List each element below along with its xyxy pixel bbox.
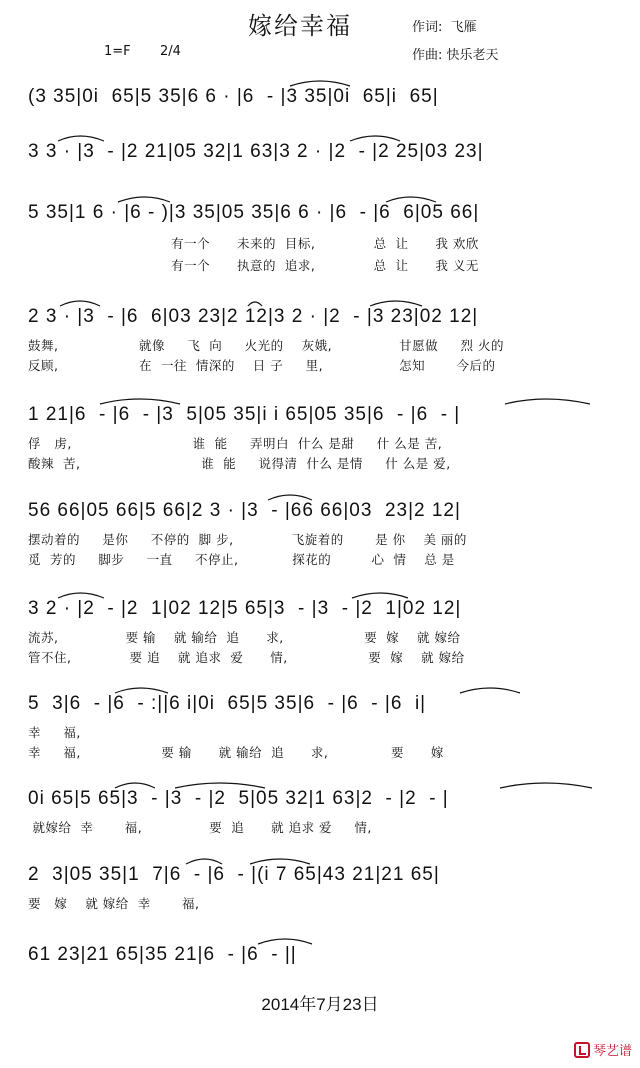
lyric-line-1: 摆动着的 是你 不停的 脚 步, 飞旋着的 是 你 美 丽的 [28,532,467,547]
lyric-line-1: 流苏, 要 输 就 输给 追 求, 要 嫁 就 嫁给 [28,630,461,645]
logo-icon [574,1042,590,1058]
notation-line: 5 3|6 - |6 - :||6 i|0i 65|5 35|6 - |6 - |6 i| [28,693,427,714]
notation-line: 3 3 · |3 - |2 21|05 32|1 63|3 2 · |2 - |2 25|03 23| [28,141,484,162]
lyric-line-1: 就嫁给 幸 福, 要 追 就 追求 爱 情, [28,820,372,835]
notation-line: 5 35|1 6 · |6 - )|3 35|05 35|6 6 · |6 - |6 6|05 66| [28,202,480,223]
lyric-line-1: 幸 福, [28,725,81,740]
lyric-line-1: 要 嫁 就 嫁给 幸 福, [28,896,200,911]
notation-line: 61 23|21 65|35 21|6 - |6 - || [28,944,297,965]
lyric-line-2: 反顾, 在 一往 情深的 日 子 里, 怎知 今后的 [28,358,496,373]
logo-text: 琴艺谱 [592,1044,632,1059]
notation-line: 1 21|6 - |6 - |3 5|05 35|i i 65|05 35|6 - |6 - | [28,404,461,425]
key-signature: 1=F [104,44,131,59]
composition-date: 2014年7月23日 [261,995,379,1014]
lyric-line-2: 酸辣 苦, 谁 能 说得清 什么 是情 什 么是 爱, [28,456,451,471]
site-logo [574,1040,632,1059]
time-signature: 2/4 [160,44,181,59]
composer: 作曲: 快乐老天 [412,48,499,63]
notation-line: 0i 65|5 65|3 - |3 - |2 5|05 32|1 63|2 - |2 - | [28,788,449,809]
lyric-line-1: 俘 虏, 谁 能 弄明白 什么 是甜 什 么是 苦, [28,436,443,451]
notation-line: 2 3|05 35|1 7|6 - |6 - |(i 7 65|43 21|21 65| [28,864,440,885]
lyric-line-2: 有一个 执意的 追求, 总 让 我 义无 [28,258,479,273]
notation-line: (3 35|0i 65|5 35|6 6 · |6 - |3 35|0i 65|i 65| [28,86,439,107]
lyric-line-2: 幸 福, 要 输 就 输给 追 求, 要 嫁 [28,745,444,760]
lyricist: 作词: 飞雁 [412,20,477,35]
song-title: 嫁给幸福 [248,12,352,40]
lyric-line-1: 鼓舞, 就像 飞 向 火光的 灰娥, 甘愿做 烈 火的 [28,338,504,353]
notation-line: 56 66|05 66|5 66|2 3 · |3 - |66 66|03 23|2 12| [28,500,461,521]
lyric-line-1: 有一个 未来的 目标, 总 让 我 欢欣 [28,236,479,251]
lyric-line-2: 管不住, 要 追 就 追求 爱 情, 要 嫁 就 嫁给 [28,650,465,665]
notation-line: 3 2 · |2 - |2 1|02 12|5 65|3 - |3 - |2 1|02 12| [28,598,462,619]
lyric-line-2: 觅 芳的 脚步 一直 不停止, 探花的 心 情 总 是 [28,552,455,567]
notation-line: 2 3 · |3 - |6 6|03 23|2 12|3 2 · |2 - |3 23|02 12| [28,306,479,327]
